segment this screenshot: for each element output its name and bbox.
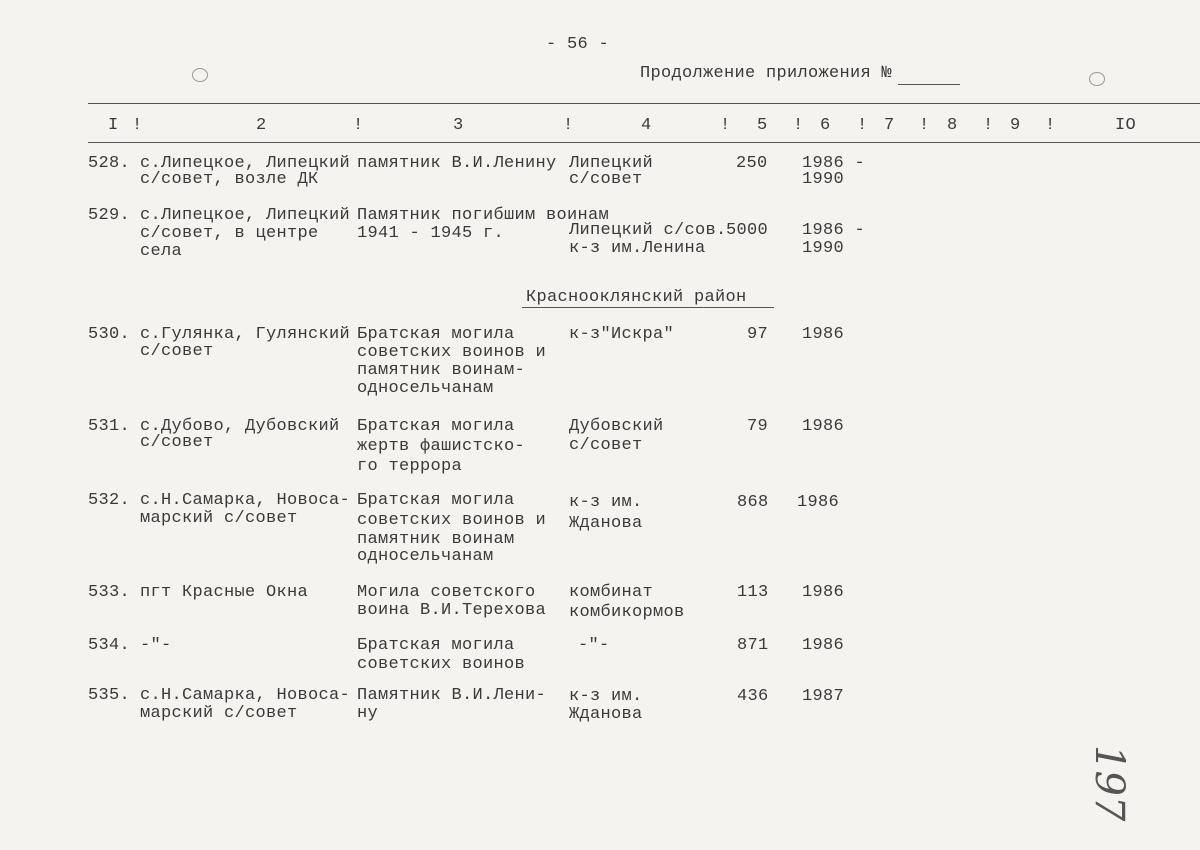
row-number: 529.	[88, 206, 131, 225]
punch-hole-right	[1089, 72, 1105, 86]
object-line: памятник воинам	[357, 530, 515, 549]
continuation-label: Продолжение приложения №	[640, 64, 893, 83]
place-line: с.Н.Самарка, Новоса-	[140, 686, 351, 705]
owner-line: к-з им.	[569, 493, 643, 512]
district-heading-underline	[522, 307, 774, 308]
object-line: памятник воинам-	[357, 361, 526, 380]
year-line: 1986	[802, 636, 845, 655]
value-cell: 871	[737, 636, 769, 655]
place-line: с.Дубово, Дубовский	[140, 417, 340, 436]
column-header: IO	[1115, 116, 1137, 135]
punch-hole-left	[192, 68, 208, 82]
object-line: Братская могила	[357, 325, 515, 344]
row-number: 528.	[88, 154, 131, 173]
object-line: советских воинов и	[357, 511, 547, 530]
year-line: 1986	[802, 583, 845, 602]
object-line: советских воинов	[357, 655, 526, 674]
header-bottom-rule	[88, 142, 1200, 143]
column-separator: !	[563, 116, 574, 135]
owner-line: к-з им.	[569, 687, 643, 706]
object-line: односельчанам	[357, 547, 494, 566]
column-header: 2	[256, 116, 267, 135]
value-cell: 250	[736, 154, 768, 173]
value-cell: 113	[737, 583, 769, 602]
value-cell: 436	[737, 687, 769, 706]
object-line: ну	[357, 704, 379, 723]
column-separator: !	[983, 116, 994, 135]
column-header: 6	[820, 116, 831, 135]
object-line: Памятник погибшим воинам	[357, 206, 610, 225]
object-line: Братская могила	[357, 417, 515, 436]
header-top-rule	[88, 103, 1200, 104]
object-line: односельчанам	[357, 379, 494, 398]
year-line: 1986 -	[802, 221, 866, 240]
object-line: Могила советского	[357, 583, 536, 602]
column-separator: !	[132, 116, 143, 135]
column-header: I	[108, 116, 119, 135]
owner-line: Дубовский	[569, 417, 664, 436]
place-line: марский с/совет	[140, 704, 298, 723]
value-cell: 868	[737, 493, 769, 512]
object-line: памятник В.И.Ленину	[357, 154, 557, 173]
owner-line: с/совет	[569, 170, 643, 189]
value-cell: 5000	[726, 221, 769, 240]
place-line: марский с/совет	[140, 509, 298, 528]
place-line: села	[140, 242, 183, 261]
place-line: с.Липецкое, Липецкий	[140, 206, 351, 225]
object-line: воина В.И.Терехова	[357, 601, 547, 620]
column-header: 5	[757, 116, 768, 135]
owner-line: комбинат	[569, 583, 654, 602]
column-header: 8	[947, 116, 958, 135]
row-number: 533.	[88, 583, 131, 602]
place-line: с/совет, в центре	[140, 224, 319, 243]
column-separator: !	[857, 116, 868, 135]
year-line: 1986	[802, 325, 845, 344]
year-line: 1987	[802, 687, 845, 706]
appendix-number-blank	[898, 84, 960, 85]
value-cell: 97	[747, 325, 769, 344]
column-header: 3	[453, 116, 464, 135]
column-header: 4	[641, 116, 652, 135]
owner-line: комбикормов	[569, 603, 685, 622]
place-line: пгт Красные Окна	[140, 583, 309, 602]
object-line: Братская могила	[357, 636, 515, 655]
place-line: с.Гулянка, Гулянский	[140, 325, 351, 344]
column-separator: !	[793, 116, 804, 135]
value-cell: 79	[747, 417, 769, 436]
column-header: 7	[884, 116, 895, 135]
owner-line: с/совет	[569, 436, 643, 455]
place-line: с/совет, возле ДК	[140, 170, 319, 189]
year-line: 1986	[802, 417, 845, 436]
owner-line: Липецкий с/сов.	[569, 221, 727, 240]
column-separator: !	[720, 116, 731, 135]
district-heading: Краснооклянский район	[526, 288, 747, 307]
row-number: 534.	[88, 636, 131, 655]
year-line: 1990	[802, 170, 845, 189]
owner-line: -"-	[578, 636, 610, 655]
object-line: го террора	[357, 457, 463, 476]
year-line: 1986	[797, 493, 840, 512]
place-line: с/совет	[140, 433, 214, 452]
handwritten-sheet-number: 197	[1086, 745, 1132, 822]
object-line: советских воинов и	[357, 343, 547, 362]
object-line: Памятник В.И.Лени-	[357, 686, 547, 705]
column-header: 9	[1010, 116, 1021, 135]
row-number: 535.	[88, 686, 131, 705]
owner-line: Липецкий	[569, 154, 654, 173]
object-line: жертв фашистско-	[357, 437, 526, 456]
object-line: 1941 - 1945 г.	[357, 224, 505, 243]
place-line: с/совет	[140, 342, 214, 361]
column-separator: !	[353, 116, 364, 135]
place-line: с.Липецкое, Липецкий	[140, 154, 351, 173]
object-line: Братская могила	[357, 491, 515, 510]
row-number: 530.	[88, 325, 131, 344]
place-line: -"-	[140, 636, 172, 655]
place-line: с.Н.Самарка, Новоса-	[140, 491, 351, 510]
year-line: 1990	[802, 239, 845, 258]
row-number: 532.	[88, 491, 131, 510]
owner-line: Жданова	[569, 514, 643, 533]
year-line: 1986 -	[802, 154, 866, 173]
owner-line: Жданова	[569, 705, 643, 724]
page-number: - 56 -	[546, 35, 610, 54]
owner-line: к-з"Искра"	[569, 325, 675, 344]
owner-line: к-з им.Ленина	[569, 239, 706, 258]
row-number: 531.	[88, 417, 131, 436]
column-separator: !	[1045, 116, 1056, 135]
column-separator: !	[919, 116, 930, 135]
